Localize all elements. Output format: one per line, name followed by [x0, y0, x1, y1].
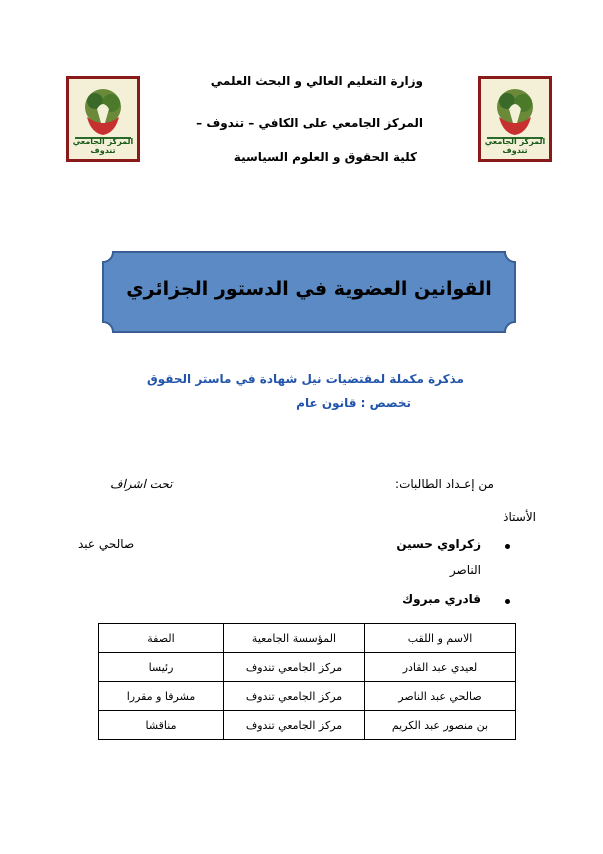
column-header: الصفة — [99, 624, 224, 653]
column-header: الاسم و اللقب — [365, 624, 516, 653]
professor-label: الأستاذ — [503, 510, 536, 524]
member-institution: مركز الجامعي تندوف — [224, 711, 365, 740]
university-logo-left — [66, 76, 140, 162]
member-role: مشرفا و مقررا — [99, 682, 224, 711]
specialization: تخصص : قانون عام — [296, 396, 411, 410]
column-header: المؤسسة الجامعية — [224, 624, 365, 653]
supervised-by-label: تحت اشراف — [110, 477, 173, 491]
student-name: قادري مبروك — [402, 592, 481, 606]
prepared-by-label: من إعـداد الطالبات: — [395, 477, 494, 491]
table-row — [99, 682, 516, 711]
table-row — [99, 653, 516, 682]
member-role: رئيسا — [99, 653, 224, 682]
supervisor-name: صالحي عبد — [78, 537, 135, 551]
committee-table — [98, 623, 516, 740]
logo-caption: المركز الجامعي تندوف — [484, 137, 546, 155]
member-name: لعيدي عبد القادر — [365, 653, 516, 682]
member-name: بن منصور عبد الكريم — [365, 711, 516, 740]
faculty-name: كلية الحقوق و العلوم السياسية — [233, 150, 417, 164]
member-institution: مركز الجامعي تندوف — [224, 682, 365, 711]
title-banner — [99, 248, 519, 336]
member-role: مناقشا — [99, 711, 224, 740]
member-name: صالحي عبد الناصر — [365, 682, 516, 711]
member-institution: مركز الجامعي تندوف — [224, 653, 365, 682]
table-row — [99, 711, 516, 740]
ministry-name: وزارة التعليم العالي و البحث العلمي — [210, 74, 423, 88]
student-name-continuation: الناصر — [449, 563, 481, 577]
student-name: زكراوي حسين — [396, 537, 481, 551]
university-logo-right — [478, 76, 552, 162]
table-header-row — [99, 624, 516, 653]
university-center-name: المركز الجامعي على الكافي – تندوف – — [196, 116, 423, 130]
bullet-icon — [505, 599, 510, 604]
bullet-icon — [505, 544, 510, 549]
logo-caption: المركز الجامعي تندوف — [72, 137, 134, 155]
thesis-description: مذكرة مكملة لمقتضيات نيل شهادة في ماستر الحقوق — [147, 372, 464, 386]
thesis-title: القوانين العضوية في الدستور الجزائري — [126, 278, 492, 300]
